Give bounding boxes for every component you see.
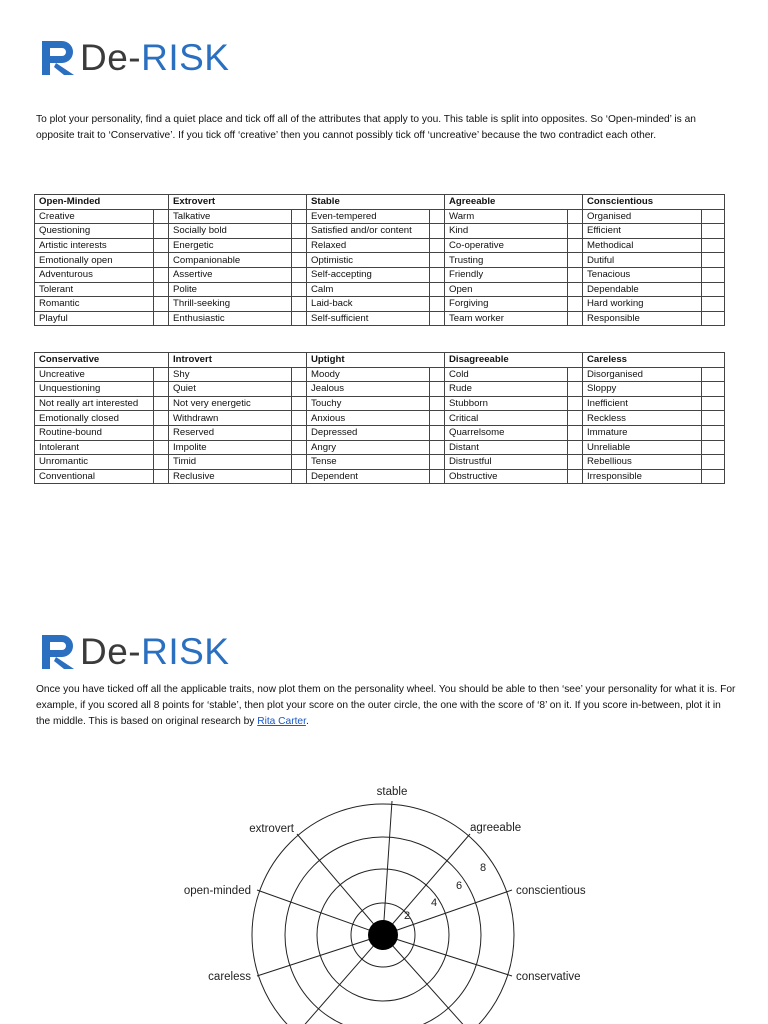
trait-cell: Rude xyxy=(445,382,568,397)
trait-cell: Depressed xyxy=(307,425,430,440)
table-row xyxy=(35,455,725,470)
trait-cell: Not very energetic xyxy=(169,396,292,411)
column-header-spacer xyxy=(702,195,725,210)
trait-cell: Artistic interests xyxy=(35,238,154,253)
trait-cell: Self-sufficient xyxy=(307,311,430,326)
tick-box[interactable] xyxy=(702,425,725,440)
label-conscientious: conscientious xyxy=(516,885,586,897)
spoke-stable xyxy=(383,801,392,935)
wheel-center-dot xyxy=(368,920,398,950)
tick-box[interactable] xyxy=(702,440,725,455)
trait-cell: Dependent xyxy=(307,469,430,484)
column-header: Uptight xyxy=(307,353,430,368)
spoke-conservative xyxy=(383,935,512,976)
tick-box[interactable] xyxy=(292,396,307,411)
trait-cell: Routine-bound xyxy=(35,425,154,440)
tick-box[interactable] xyxy=(702,267,725,282)
trait-cell: Efficient xyxy=(583,224,702,239)
trait-cell: Dutiful xyxy=(583,253,702,268)
tick-box[interactable] xyxy=(568,282,583,297)
tick-box[interactable] xyxy=(568,455,583,470)
tick-box[interactable] xyxy=(292,382,307,397)
table-row xyxy=(35,382,725,397)
column-header-spacer xyxy=(292,195,307,210)
tick-box[interactable] xyxy=(292,224,307,239)
tick-box[interactable] xyxy=(430,425,445,440)
tick-box[interactable] xyxy=(568,224,583,239)
trait-cell: Companionable xyxy=(169,253,292,268)
trait-cell: Forgiving xyxy=(445,297,568,312)
trait-cell: Anxious xyxy=(307,411,430,426)
tick-box[interactable] xyxy=(292,209,307,224)
tick-box[interactable] xyxy=(292,238,307,253)
table-row xyxy=(35,440,725,455)
trait-cell: Moody xyxy=(307,367,430,382)
tick-box[interactable] xyxy=(430,282,445,297)
tick-box[interactable] xyxy=(292,367,307,382)
tick-box[interactable] xyxy=(702,311,725,326)
tick-box[interactable] xyxy=(154,311,169,326)
table-row xyxy=(35,469,725,484)
trait-cell: Angry xyxy=(307,440,430,455)
trait-cell: Unromantic xyxy=(35,455,154,470)
trait-cell: Energetic xyxy=(169,238,292,253)
tick-box[interactable] xyxy=(154,455,169,470)
trait-cell: Tense xyxy=(307,455,430,470)
column-header-spacer xyxy=(154,353,169,368)
column-header: Careless xyxy=(583,353,702,368)
column-header: Stable xyxy=(307,195,430,210)
tick-box[interactable] xyxy=(292,440,307,455)
de-risk-logo-icon xyxy=(42,41,74,75)
tick-box[interactable] xyxy=(430,396,445,411)
trait-cell: Uncreative xyxy=(35,367,154,382)
tick-box[interactable] xyxy=(154,224,169,239)
tick-box[interactable] xyxy=(292,469,307,484)
tick-box[interactable] xyxy=(430,367,445,382)
column-header: Agreeable xyxy=(445,195,568,210)
tick-box[interactable] xyxy=(568,253,583,268)
trait-cell: Hard working xyxy=(583,297,702,312)
trait-cell: Satisfied and/or content xyxy=(307,224,430,239)
trait-cell: Laid-back xyxy=(307,297,430,312)
trait-cell: Timid xyxy=(169,455,292,470)
trait-cell: Calm xyxy=(307,282,430,297)
table-row xyxy=(35,224,725,239)
tick-box[interactable] xyxy=(430,311,445,326)
column-header-spacer xyxy=(568,195,583,210)
tick-box[interactable] xyxy=(430,440,445,455)
tick-box[interactable] xyxy=(154,282,169,297)
tick-box[interactable] xyxy=(292,282,307,297)
trait-cell: Jealous xyxy=(307,382,430,397)
tick-box[interactable] xyxy=(568,396,583,411)
tick-box[interactable] xyxy=(568,311,583,326)
tick-box[interactable] xyxy=(568,367,583,382)
trait-cell: Obstructive xyxy=(445,469,568,484)
tick-box[interactable] xyxy=(430,209,445,224)
tick-box[interactable] xyxy=(568,267,583,282)
table-row xyxy=(35,297,725,312)
table-row xyxy=(35,311,725,326)
trait-cell: Touchy xyxy=(307,396,430,411)
trait-cell: Reserved xyxy=(169,425,292,440)
tick-box[interactable] xyxy=(702,253,725,268)
column-header-spacer xyxy=(430,353,445,368)
trait-cell: Adventurous xyxy=(35,267,154,282)
wheel-intro-paragraph: Once you have ticked off all the applicable traits, now plot them on the personality wheel. You should be able to then ‘see’ your personality for what it is. For example, if you scored all 8 points for ‘stable’, then plot your score on the outer circle, the one with the score of ‘8’ on it. If you score in-between, plot it in the middle. This is based on original research by Rita Carter. xyxy=(36,684,736,727)
trait-cell: Assertive xyxy=(169,267,292,282)
de-risk-logo-icon xyxy=(42,635,74,669)
table-row xyxy=(35,425,725,440)
table-row xyxy=(35,282,725,297)
tick-box[interactable] xyxy=(568,382,583,397)
tick-box[interactable] xyxy=(568,411,583,426)
trait-cell: Emotionally closed xyxy=(35,411,154,426)
brand-logo xyxy=(42,38,229,78)
table-row xyxy=(35,396,725,411)
trait-cell: Warm xyxy=(445,209,568,224)
tick-box[interactable] xyxy=(568,238,583,253)
tick-box[interactable] xyxy=(154,253,169,268)
tick-box[interactable] xyxy=(430,253,445,268)
tick-box[interactable] xyxy=(702,209,725,224)
tick-box[interactable] xyxy=(292,455,307,470)
trait-cell: Friendly xyxy=(445,267,568,282)
tick-box[interactable] xyxy=(292,253,307,268)
trait-cell: Sloppy xyxy=(583,382,702,397)
brand-logo xyxy=(42,632,229,672)
tick-box[interactable] xyxy=(292,297,307,312)
trait-cell: Optimistic xyxy=(307,253,430,268)
trait-cell: Creative xyxy=(35,209,154,224)
trait-cell: Not really art interested xyxy=(35,396,154,411)
trait-cell: Thrill-seeking xyxy=(169,297,292,312)
score-label-8: 8 xyxy=(480,862,487,874)
trait-cell: Tenacious xyxy=(583,267,702,282)
trait-cell: Tolerant xyxy=(35,282,154,297)
tick-box[interactable] xyxy=(702,367,725,382)
trait-cell: Trusting xyxy=(445,253,568,268)
trait-cell: Quarrelsome xyxy=(445,425,568,440)
label-stable: stable xyxy=(376,786,408,798)
spoke-careless xyxy=(257,935,383,976)
trait-cell: Self-accepting xyxy=(307,267,430,282)
brand-name: De-RISK xyxy=(80,37,230,78)
negative-traits-table xyxy=(34,352,725,484)
tick-box[interactable] xyxy=(292,425,307,440)
trait-cell: Shy xyxy=(169,367,292,382)
trait-cell: Dependable xyxy=(583,282,702,297)
label-conservative: conservative xyxy=(516,971,581,983)
positive-traits-table xyxy=(34,194,725,326)
tick-box[interactable] xyxy=(154,411,169,426)
tick-box[interactable] xyxy=(568,440,583,455)
tick-box[interactable] xyxy=(430,469,445,484)
tick-box[interactable] xyxy=(430,224,445,239)
tick-box[interactable] xyxy=(430,411,445,426)
column-header: Disagreeable xyxy=(445,353,568,368)
tick-box[interactable] xyxy=(154,396,169,411)
trait-cell: Critical xyxy=(445,411,568,426)
trait-cell: Immature xyxy=(583,425,702,440)
trait-cell: Playful xyxy=(35,311,154,326)
tick-box[interactable] xyxy=(568,209,583,224)
label-extrovert: extrovert xyxy=(249,823,294,835)
tick-box[interactable] xyxy=(568,469,583,484)
score-label-4: 4 xyxy=(431,897,438,909)
column-header-spacer xyxy=(702,353,725,368)
trait-cell: Responsible xyxy=(583,311,702,326)
trait-cell: Kind xyxy=(445,224,568,239)
personality-wheel xyxy=(0,770,768,1024)
score-label-6: 6 xyxy=(456,880,463,892)
trait-cell: Enthusiastic xyxy=(169,311,292,326)
trait-cell: Emotionally open xyxy=(35,253,154,268)
trait-cell: Withdrawn xyxy=(169,411,292,426)
column-header: Open-Minded xyxy=(35,195,154,210)
tick-box[interactable] xyxy=(702,224,725,239)
label-open-minded: open-minded xyxy=(183,885,251,897)
trait-cell: Reclusive xyxy=(169,469,292,484)
trait-cell: Impolite xyxy=(169,440,292,455)
column-header: Introvert xyxy=(169,353,292,368)
trait-cell: Organised xyxy=(583,209,702,224)
table-header-row xyxy=(35,353,725,368)
tick-box[interactable] xyxy=(702,282,725,297)
tick-box[interactable] xyxy=(430,455,445,470)
table-row xyxy=(35,238,725,253)
column-header-spacer xyxy=(292,353,307,368)
column-header: Conservative xyxy=(35,353,154,368)
trait-cell: Questioning xyxy=(35,224,154,239)
trait-cell: Unquestioning xyxy=(35,382,154,397)
trait-cell: Polite xyxy=(169,282,292,297)
trait-cell: Romantic xyxy=(35,297,154,312)
tick-box[interactable] xyxy=(430,267,445,282)
trait-cell: Disorganised xyxy=(583,367,702,382)
trait-cell: Rebellious xyxy=(583,455,702,470)
column-header: Conscientious xyxy=(583,195,702,210)
tick-box[interactable] xyxy=(154,297,169,312)
table-row xyxy=(35,267,725,282)
trait-cell: Team worker xyxy=(445,311,568,326)
trait-cell: Talkative xyxy=(169,209,292,224)
brand-name: De-RISK xyxy=(80,631,230,672)
table-row xyxy=(35,411,725,426)
tick-box[interactable] xyxy=(430,382,445,397)
trait-cell: Co-operative xyxy=(445,238,568,253)
tick-box[interactable] xyxy=(702,382,725,397)
column-header-spacer xyxy=(430,195,445,210)
tick-box[interactable] xyxy=(154,238,169,253)
trait-cell: Socially bold xyxy=(169,224,292,239)
tick-box[interactable] xyxy=(702,297,725,312)
trait-cell: Stubborn xyxy=(445,396,568,411)
tick-box[interactable] xyxy=(702,411,725,426)
table-header-row xyxy=(35,195,725,210)
table-row xyxy=(35,253,725,268)
tick-box[interactable] xyxy=(292,267,307,282)
tick-box[interactable] xyxy=(154,209,169,224)
rita-carter-link[interactable]: Rita Carter xyxy=(257,716,306,727)
tick-box[interactable] xyxy=(292,311,307,326)
label-careless: careless xyxy=(208,971,251,983)
tick-box[interactable] xyxy=(154,267,169,282)
trait-cell: Distant xyxy=(445,440,568,455)
tick-box[interactable] xyxy=(292,411,307,426)
intro-paragraph: To plot your personality, find a quiet place and tick off all of the attributes that apply to you. This table is split into opposites. So ‘Open-minded’ is an opposite trait to ‘Conservative’. If you tick off ‘creative’ then you cannot possibly tick off ‘uncreative’ because the two contradict each other. xyxy=(36,114,696,141)
trait-cell: Relaxed xyxy=(307,238,430,253)
trait-cell: Reckless xyxy=(583,411,702,426)
column-header: Extrovert xyxy=(169,195,292,210)
trait-cell: Even-tempered xyxy=(307,209,430,224)
tick-box[interactable] xyxy=(430,238,445,253)
tick-box[interactable] xyxy=(154,382,169,397)
column-header-spacer xyxy=(154,195,169,210)
trait-cell: Intolerant xyxy=(35,440,154,455)
tick-box[interactable] xyxy=(702,455,725,470)
tick-box[interactable] xyxy=(154,440,169,455)
tick-box[interactable] xyxy=(430,297,445,312)
trait-cell: Conventional xyxy=(35,469,154,484)
tick-box[interactable] xyxy=(154,469,169,484)
label-agreeable: agreeable xyxy=(470,822,522,834)
trait-cell: Inefficient xyxy=(583,396,702,411)
trait-cell: Open xyxy=(445,282,568,297)
tick-box[interactable] xyxy=(154,367,169,382)
table-row xyxy=(35,367,725,382)
tick-box[interactable] xyxy=(702,238,725,253)
trait-cell: Cold xyxy=(445,367,568,382)
column-header-spacer xyxy=(568,353,583,368)
tick-box[interactable] xyxy=(568,297,583,312)
tick-box[interactable] xyxy=(154,425,169,440)
tick-box[interactable] xyxy=(568,425,583,440)
trait-cell: Distrustful xyxy=(445,455,568,470)
trait-cell: Methodical xyxy=(583,238,702,253)
score-label-2: 2 xyxy=(404,910,411,922)
table-row xyxy=(35,209,725,224)
tick-box[interactable] xyxy=(702,396,725,411)
trait-cell: Irresponsible xyxy=(583,469,702,484)
trait-cell: Unreliable xyxy=(583,440,702,455)
trait-cell: Quiet xyxy=(169,382,292,397)
tick-box[interactable] xyxy=(702,469,725,484)
